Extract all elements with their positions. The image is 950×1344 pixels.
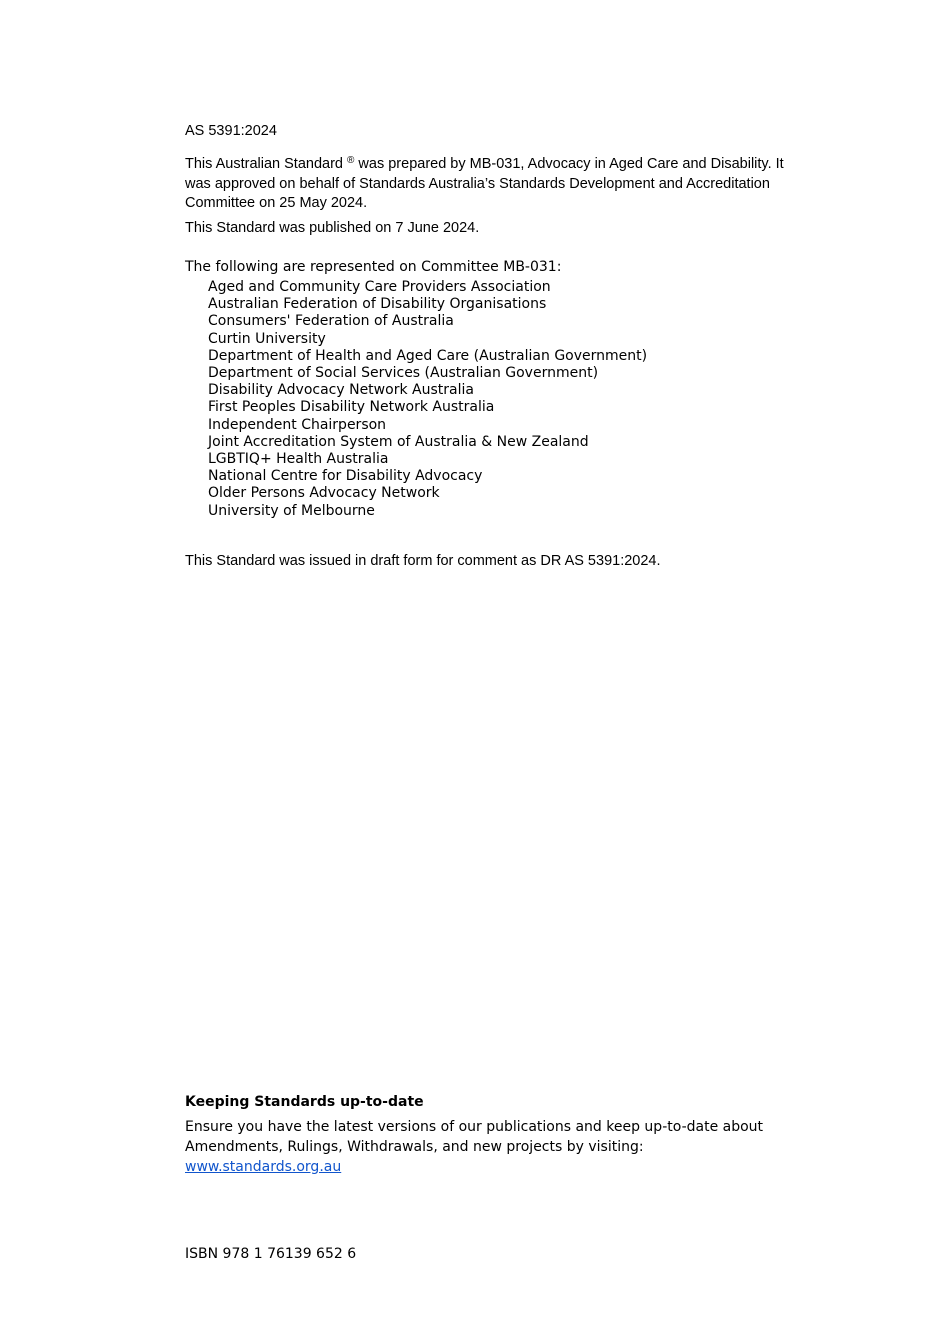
preparation-text-start: This Australian Standard <box>185 156 348 172</box>
committee-member: LGBTIQ+ Health Australia <box>208 451 389 468</box>
committee-member: Department of Health and Aged Care (Australian Government) <box>208 347 648 364</box>
committee-member: Older Persons Advocacy Network <box>208 485 440 502</box>
draft-issue-note: This Standard was issued in draft form for comment as DR AS 5391:2024. <box>185 553 661 569</box>
committee-member: Disability Advocacy Network Australia <box>208 382 474 399</box>
committee-member: First Peoples Disability Network Australia <box>208 399 495 416</box>
keeping-up-to-date-text: Ensure you have the latest versions of our publications and keep up-to-date about Amendments, Rulings, Withdrawals, and new projects by visiting: <box>185 1119 764 1155</box>
committee-member: University of Melbourne <box>208 502 375 519</box>
committee-member: Independent Chairperson <box>208 416 387 433</box>
committee-member: Consumers' Federation of Australia <box>208 313 454 330</box>
keeping-up-to-date-heading: Keeping Standards up-to-date <box>185 1094 424 1110</box>
keeping-up-to-date-paragraph <box>185 1118 785 1177</box>
committee-member: Department of Social Services (Australian Government) <box>208 365 599 382</box>
committee-member: Australian Federation of Disability Organisations <box>208 296 547 313</box>
registered-mark: ® <box>347 155 355 166</box>
preparation-text-end: was prepared by MB-031, Advocacy in Aged Care and Disability. It was approved on behalf of Standards Australia’s Standards Development and Accreditation Committee on 25 May 2024. <box>185 156 784 211</box>
publication-date-note: This Standard was published on 7 June 2024. <box>185 220 480 236</box>
committee-member: Joint Accreditation System of Australia & New Zealand <box>208 433 589 450</box>
committee-member-list <box>208 279 647 520</box>
committee-intro: The following are represented on Committee MB-031: <box>185 259 562 275</box>
standard-designation: AS 5391:2024 <box>185 123 277 139</box>
isbn-number: ISBN 978 1 76139 652 6 <box>185 1246 357 1262</box>
committee-member: Aged and Community Care Providers Association <box>208 279 551 295</box>
committee-member: Curtin University <box>208 330 326 347</box>
standards-website-link[interactable]: www.standards.org.au <box>185 1158 342 1175</box>
committee-member: National Centre for Disability Advocacy <box>208 468 483 485</box>
preparation-paragraph <box>185 155 785 214</box>
